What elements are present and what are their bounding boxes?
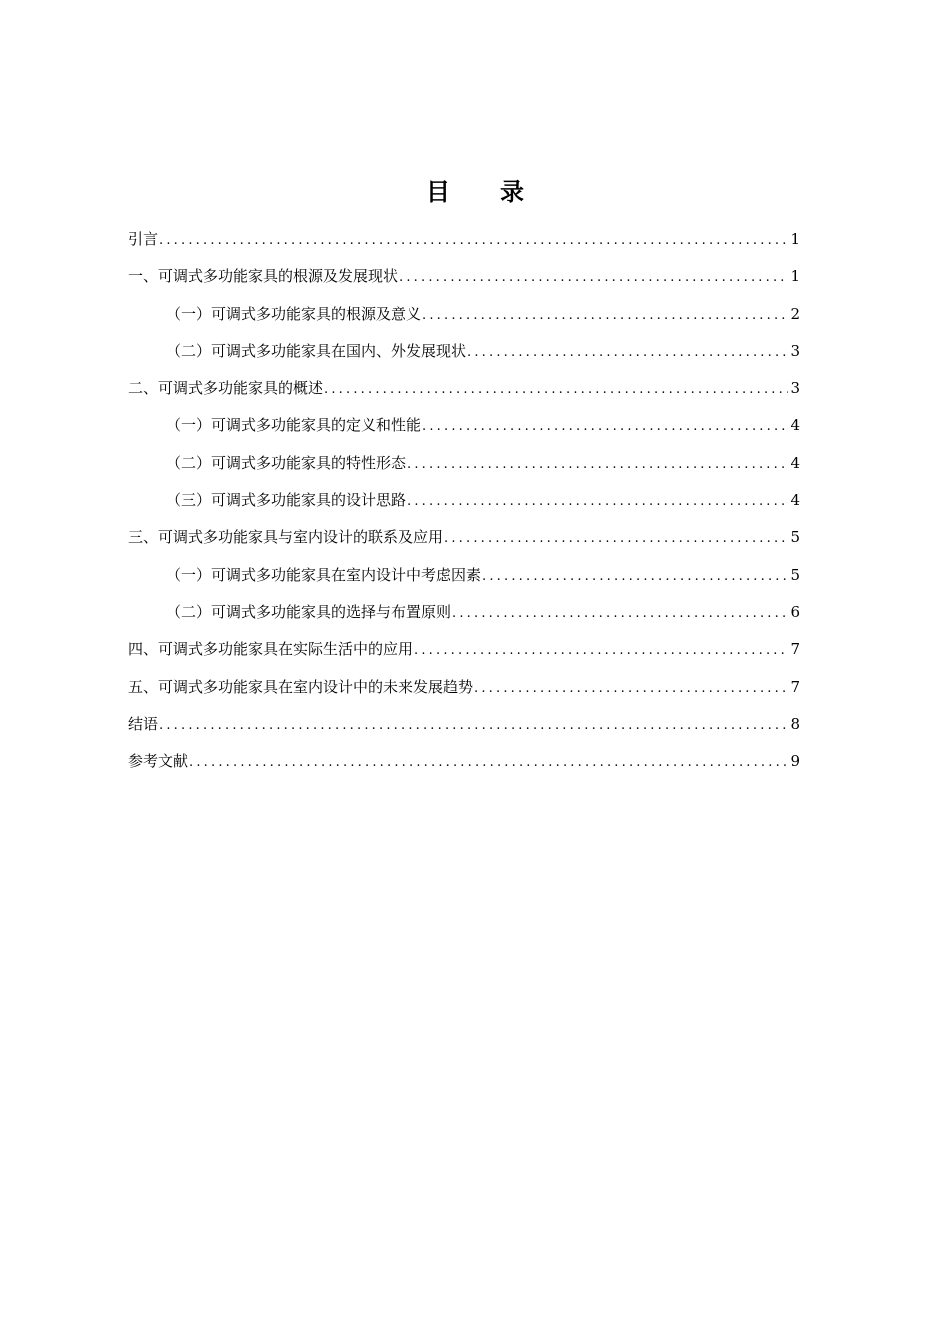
toc-page-number: 4 — [790, 453, 800, 472]
toc-entry-text: 引言 — [128, 230, 159, 248]
toc-entry[interactable] — [128, 557, 800, 594]
toc-page-number: 5 — [790, 528, 800, 547]
toc-entry[interactable] — [128, 669, 800, 706]
toc-dot-leader — [406, 483, 788, 519]
toc-dot-leader — [443, 520, 788, 556]
toc-page-number: 9 — [790, 752, 800, 771]
toc-page-number: 4 — [790, 491, 800, 510]
toc-dot-leader — [466, 334, 788, 370]
toc-dot-leader — [421, 408, 788, 444]
toc-entry[interactable] — [128, 482, 800, 519]
toc-dot-leader — [158, 222, 788, 258]
toc-entry-text: 结语 — [128, 714, 159, 733]
toc-entry-text: （一）可调式多功能家具在室内设计中考虑因素 — [166, 565, 482, 584]
toc-entry-text: 四、可调式多功能家具在实际生活中的应用 — [128, 640, 414, 659]
toc-entry[interactable] — [128, 445, 800, 482]
toc-dot-leader — [413, 632, 788, 668]
toc-page-number: 5 — [790, 565, 800, 584]
toc-entry[interactable] — [128, 407, 800, 444]
toc-entry[interactable] — [128, 706, 800, 743]
toc-dot-leader — [188, 744, 788, 780]
toc-page-number: 8 — [790, 714, 800, 733]
toc-entry[interactable] — [128, 370, 800, 407]
toc-entry[interactable] — [128, 221, 800, 258]
toc-page-number: 3 — [790, 341, 800, 360]
toc-title-char-2: 录 — [500, 178, 524, 206]
toc-dot-leader — [398, 259, 788, 295]
toc-entry[interactable] — [128, 296, 800, 333]
toc-entry[interactable] — [128, 258, 800, 295]
toc-page-number: 3 — [790, 379, 800, 398]
toc-entry-text: （一）可调式多功能家具的根源及意义 — [166, 304, 422, 323]
toc-page-number: 4 — [790, 416, 800, 435]
toc-page-number: 7 — [790, 677, 800, 696]
toc-page-number: 1 — [790, 267, 800, 286]
toc-entry-text: 参考文献 — [128, 752, 189, 771]
toc-page-number: 2 — [790, 304, 800, 323]
table-of-contents — [128, 221, 800, 780]
toc-entry[interactable] — [128, 333, 800, 370]
toc-page-number: 1 — [790, 230, 800, 248]
toc-page-number: 7 — [790, 640, 800, 659]
toc-entry[interactable] — [128, 631, 800, 668]
toc-dot-leader — [323, 371, 788, 407]
toc-entry-text: 五、可调式多功能家具在室内设计中的未来发展趋势 — [128, 677, 474, 696]
toc-dot-leader — [451, 595, 788, 631]
toc-dot-leader — [158, 707, 788, 743]
toc-entry-text: （二）可调式多功能家具在国内、外发展现状 — [166, 341, 467, 360]
toc-entry[interactable] — [128, 519, 800, 556]
toc-entry-text: （三）可调式多功能家具的设计思路 — [166, 491, 407, 510]
toc-dot-leader — [421, 297, 788, 333]
toc-entry-text: （一）可调式多功能家具的定义和性能 — [166, 416, 422, 435]
toc-entry-text: 三、可调式多功能家具与室内设计的联系及应用 — [128, 528, 444, 547]
toc-dot-leader — [406, 446, 788, 482]
toc-entry[interactable] — [128, 743, 800, 780]
toc-title-char-1: 目 — [426, 178, 450, 206]
toc-entry-text: 一、可调式多功能家具的根源及发展现状 — [128, 267, 399, 286]
toc-dot-leader — [473, 670, 788, 706]
toc-entry-text: （二）可调式多功能家具的特性形态 — [166, 453, 407, 472]
toc-page-number: 6 — [790, 602, 800, 621]
toc-entry-text: （二）可调式多功能家具的选择与布置原则 — [166, 602, 452, 621]
toc-title — [0, 172, 950, 207]
toc-dot-leader — [481, 558, 788, 594]
toc-entry[interactable] — [128, 594, 800, 631]
toc-entry-text: 二、可调式多功能家具的概述 — [128, 379, 324, 398]
